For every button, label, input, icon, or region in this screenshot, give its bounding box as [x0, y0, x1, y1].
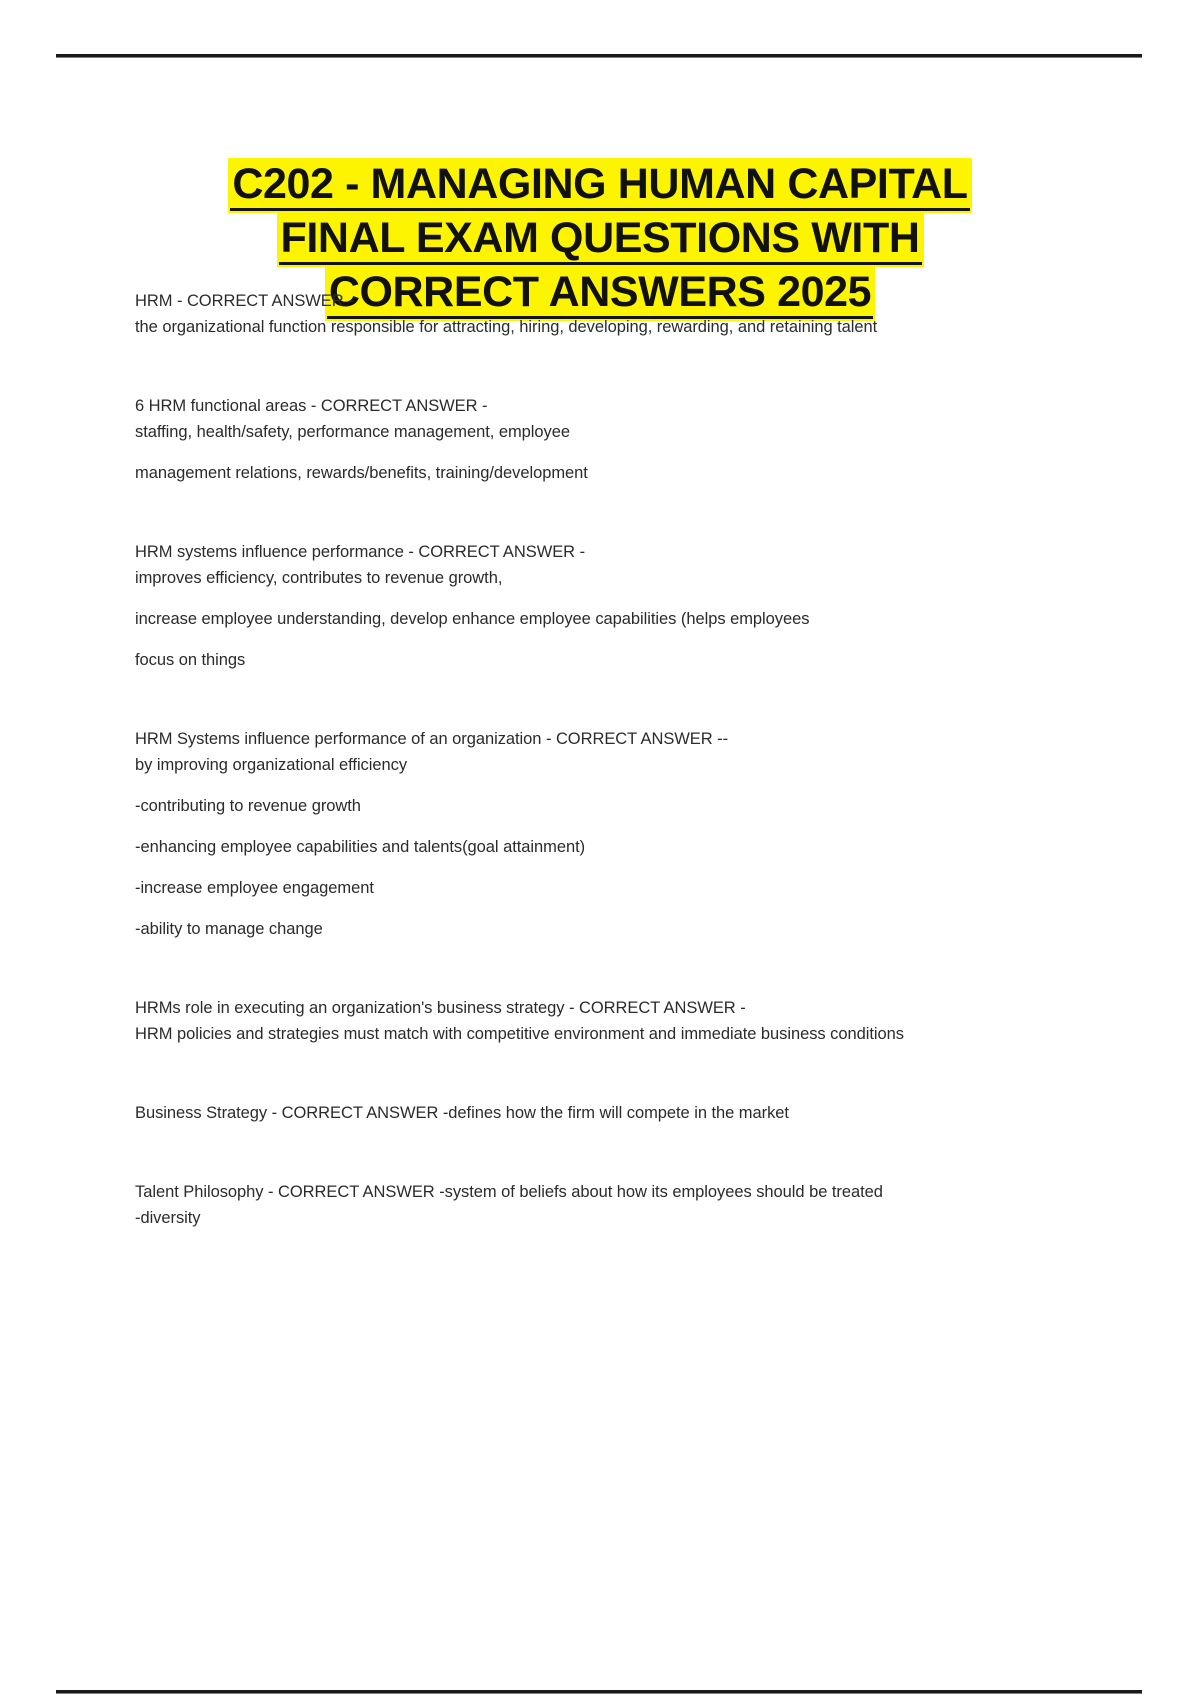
title-line-1-highlight: C202 - MANAGING HUMAN CAPITAL	[230, 160, 969, 211]
qa-prompt: 6 HRM functional areas - CORRECT ANSWER -	[135, 397, 488, 415]
qa-answer-line: -contributing to revenue growth	[135, 797, 361, 815]
qa-prompt: HRM - CORRECT ANSWER -	[135, 292, 354, 310]
title-line-2-highlight: FINAL EXAM QUESTIONS WITH	[279, 214, 922, 265]
qa-prompt: HRMs role in executing an organization's business strategy - CORRECT ANSWER -	[135, 999, 746, 1017]
title-line-1	[135, 157, 1065, 211]
qa-block	[135, 288, 1011, 340]
qa-block	[135, 1100, 1011, 1126]
qa-answer-line: HRM policies and strategies must match with competitive environment and immediate business conditions	[135, 1025, 904, 1043]
qa-answer-line: staffing, health/safety, performance management, employee	[135, 423, 570, 441]
title-line-2	[135, 211, 1065, 265]
title-line-3-highlight: CORRECT ANSWERS 2025	[327, 268, 873, 319]
qa-prompt: Talent Philosophy - CORRECT ANSWER -system of beliefs about how its employees should be treated	[135, 1183, 883, 1201]
qa-answer-line: by improving organizational efficiency	[135, 756, 408, 774]
qa-prompt: HRM Systems influence performance of an organization - CORRECT ANSWER --	[135, 730, 729, 748]
qa-prompt: Business Strategy - CORRECT ANSWER -defines how the firm will compete in the market	[135, 1104, 789, 1122]
qa-block	[135, 1179, 1011, 1231]
page-bottom-rule	[56, 1690, 1142, 1694]
qa-block	[135, 995, 1011, 1047]
qa-answer-line: -enhancing employee capabilities and talents(goal attainment)	[135, 838, 586, 856]
qa-answer-line: the organizational function responsible for attracting, hiring, developing, rewarding, and retaining talent	[135, 318, 878, 336]
qa-answer-line: improves efficiency, contributes to revenue growth,	[135, 569, 503, 587]
qa-answer-line: focus on things	[135, 651, 246, 669]
qa-block	[135, 726, 1011, 942]
qa-answer-line: -ability to manage change	[135, 920, 323, 938]
qa-block	[135, 539, 1011, 673]
document-body	[135, 288, 1011, 1231]
page-top-rule	[56, 54, 1142, 58]
qa-answer-line: -increase employee engagement	[135, 879, 374, 897]
qa-prompt: HRM systems influence performance - CORRECT ANSWER -	[135, 543, 586, 561]
qa-answer-line: increase employee understanding, develop enhance employee capabilities (helps employees	[135, 610, 810, 628]
qa-answer-line: management relations, rewards/benefits, training/development	[135, 464, 588, 482]
qa-block	[135, 393, 1011, 486]
qa-answer-line: -diversity	[135, 1209, 201, 1227]
